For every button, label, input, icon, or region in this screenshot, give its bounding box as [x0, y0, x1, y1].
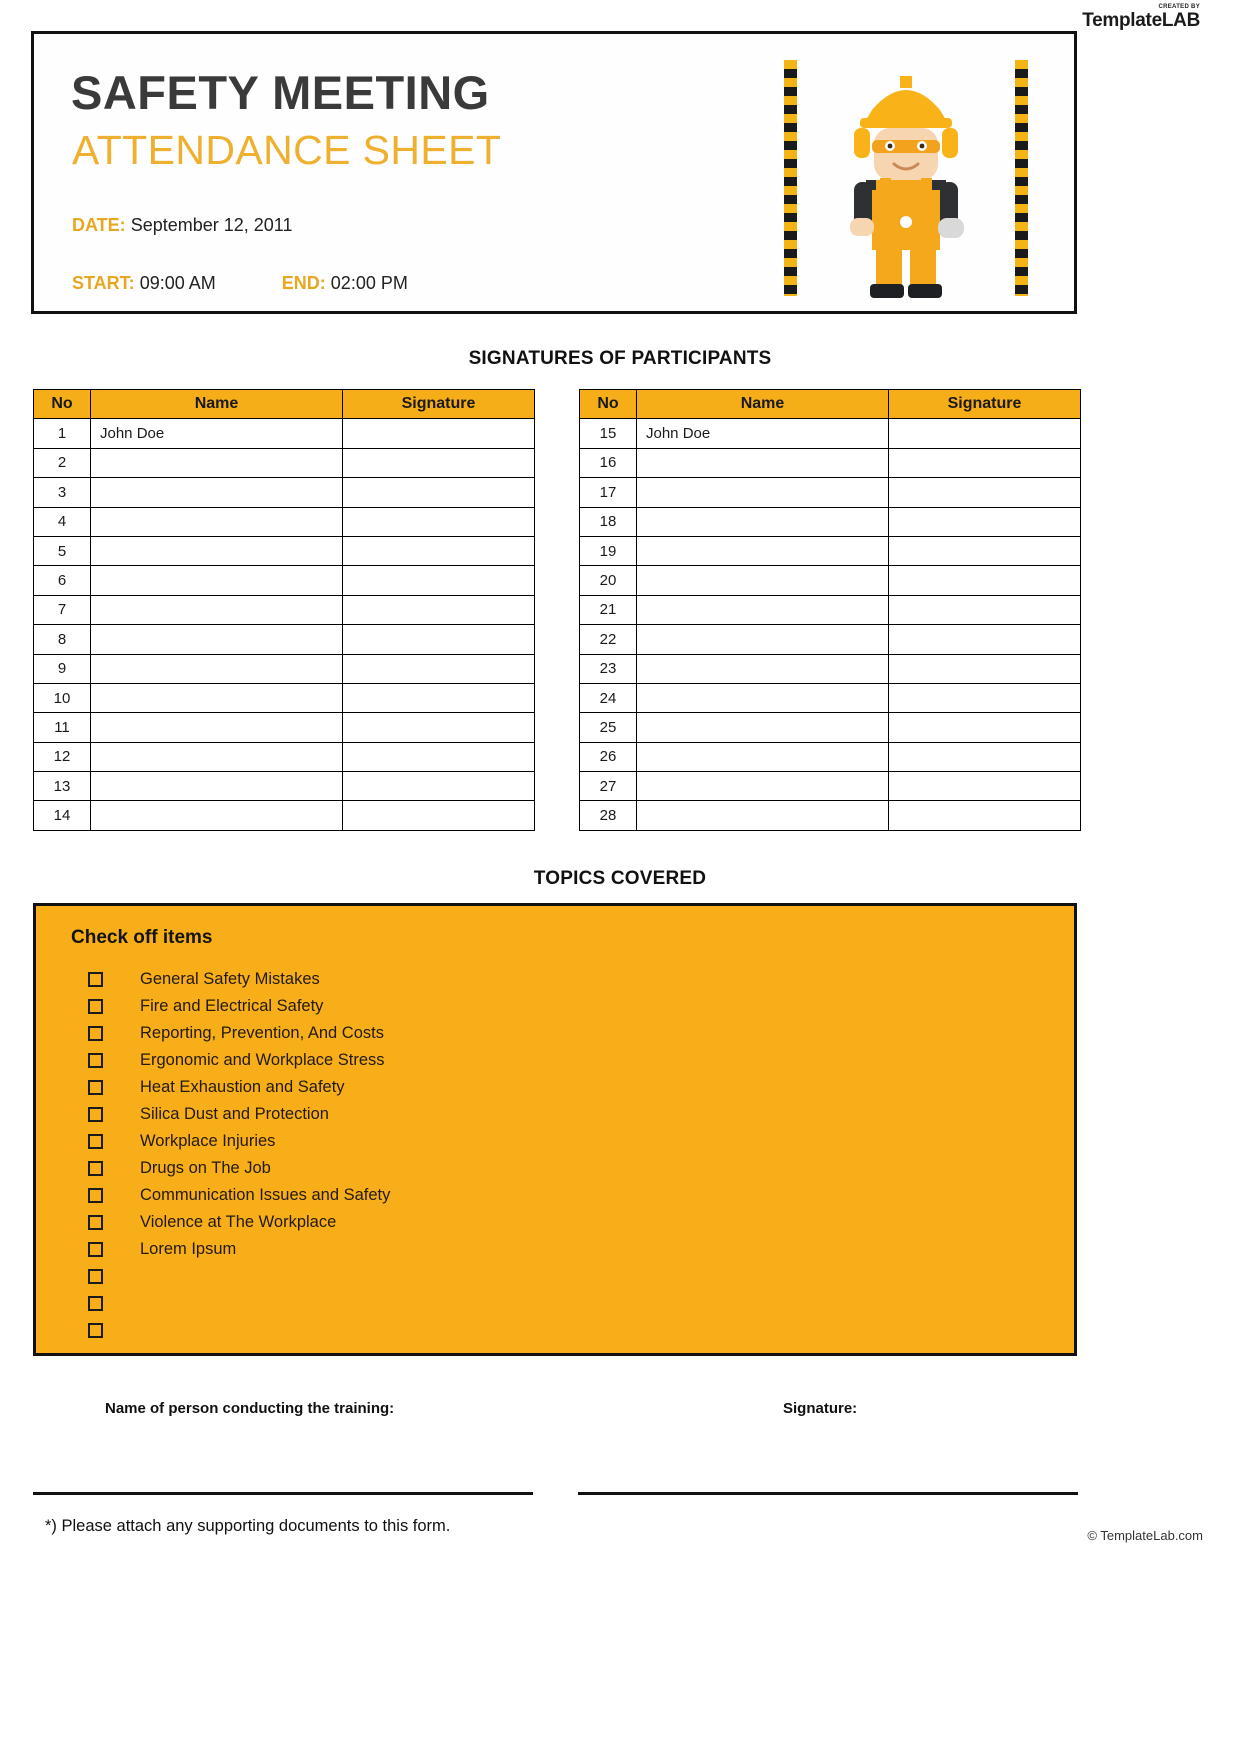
table-row	[580, 683, 1081, 712]
topics-panel	[33, 903, 1077, 1356]
participant-signature-cell[interactable]	[889, 536, 1081, 565]
worker-figure	[780, 52, 1032, 302]
row-number: 13	[34, 772, 91, 801]
participant-signature-cell[interactable]	[343, 595, 535, 624]
table-row	[580, 595, 1081, 624]
checkbox-icon[interactable]	[88, 1215, 103, 1230]
page-title: SAFETY MEETING	[71, 66, 490, 119]
row-number: 25	[580, 713, 637, 742]
table-row	[34, 742, 535, 771]
participant-signature-cell[interactable]	[343, 536, 535, 565]
participant-signature-cell[interactable]	[889, 713, 1081, 742]
participant-signature-cell[interactable]	[343, 478, 535, 507]
row-number: 15	[580, 419, 637, 448]
row-number: 14	[34, 801, 91, 830]
row-number: 16	[580, 448, 637, 477]
participant-signature-cell[interactable]	[343, 625, 535, 654]
participant-signature-cell[interactable]	[343, 801, 535, 830]
checklist-row[interactable]	[58, 966, 390, 993]
checkbox-icon[interactable]	[88, 1107, 103, 1122]
participant-signature-cell[interactable]	[889, 801, 1081, 830]
participant-signature-cell[interactable]	[889, 742, 1081, 771]
footer-copyright: © TemplateLab.com	[1087, 1528, 1203, 1543]
checkbox-icon[interactable]	[88, 1053, 103, 1068]
participant-signature-cell[interactable]	[343, 772, 535, 801]
participant-name-cell[interactable]	[637, 772, 889, 801]
row-number: 26	[580, 742, 637, 771]
table-row	[580, 566, 1081, 595]
checkbox-icon[interactable]	[88, 1080, 103, 1095]
signatures-section-title: SIGNATURES OF PARTICIPANTS	[468, 348, 772, 369]
participant-name-cell[interactable]	[91, 713, 343, 742]
participant-name-cell[interactable]	[637, 566, 889, 595]
participant-name-cell[interactable]	[91, 478, 343, 507]
participant-signature-cell[interactable]	[889, 683, 1081, 712]
row-number: 23	[580, 654, 637, 683]
start-value: 09:00 AM	[139, 273, 216, 293]
meeting-times	[72, 273, 408, 294]
row-number: 27	[580, 772, 637, 801]
participant-name-cell[interactable]	[91, 625, 343, 654]
table-row	[580, 478, 1081, 507]
construction-worker-icon	[780, 52, 1032, 302]
column-header-no: No	[580, 390, 637, 419]
checklist-item-label: Lorem Ipsum	[140, 1240, 237, 1258]
participant-signature-cell[interactable]	[343, 419, 535, 448]
participant-name-cell[interactable]	[637, 536, 889, 565]
participant-name-cell[interactable]	[91, 654, 343, 683]
table-row	[580, 625, 1081, 654]
checkbox-icon[interactable]	[88, 1323, 103, 1338]
checklist-row[interactable]	[58, 1128, 390, 1155]
checklist-row[interactable]	[58, 1020, 390, 1047]
table-row	[34, 683, 535, 712]
checklist-item-label: Heat Exhaustion and Safety	[140, 1078, 345, 1096]
table-row	[580, 507, 1081, 536]
templatelab-logo	[1082, 4, 1200, 30]
participant-signature-cell[interactable]	[889, 448, 1081, 477]
trainer-name-label: Name of person conducting the training:	[105, 1400, 395, 1417]
row-number: 2	[34, 448, 91, 477]
participant-signature-cell[interactable]	[343, 654, 535, 683]
column-header-name: Name	[91, 390, 343, 419]
checklist-row[interactable]	[58, 1236, 390, 1263]
checkbox-icon[interactable]	[88, 1161, 103, 1176]
participant-signature-cell[interactable]	[343, 742, 535, 771]
table-row	[580, 742, 1081, 771]
row-number: 1	[34, 419, 91, 448]
checklist-item-label: Reporting, Prevention, And Costs	[140, 1024, 384, 1042]
meeting-date	[72, 215, 292, 236]
participant-name-cell[interactable]	[637, 478, 889, 507]
participant-name-cell[interactable]	[91, 595, 343, 624]
end-value: 02:00 PM	[330, 273, 408, 293]
checkbox-icon[interactable]	[88, 1188, 103, 1203]
participant-signature-cell[interactable]	[889, 566, 1081, 595]
row-number: 8	[34, 625, 91, 654]
row-number: 5	[34, 536, 91, 565]
checklist-row[interactable]	[58, 1263, 390, 1290]
row-number: 17	[580, 478, 637, 507]
participant-name-cell[interactable]	[91, 801, 343, 830]
date-value: September 12, 2011	[130, 215, 293, 235]
participant-signature-cell[interactable]	[889, 625, 1081, 654]
table-row	[34, 801, 535, 830]
checklist-item-label: Fire and Electrical Safety	[140, 997, 324, 1015]
column-header-no: No	[34, 390, 91, 419]
row-number: 9	[34, 654, 91, 683]
checkbox-icon[interactable]	[88, 1296, 103, 1311]
end-label: END:	[281, 273, 326, 293]
checklist-item-label: General Safety Mistakes	[140, 970, 320, 988]
participants-table-left	[33, 389, 535, 831]
participant-signature-cell[interactable]	[343, 566, 535, 595]
date-label: DATE:	[72, 215, 126, 235]
checklist-row[interactable]	[58, 1155, 390, 1182]
topics-section-title: TOPICS COVERED	[533, 868, 707, 889]
participant-name-cell[interactable]	[91, 448, 343, 477]
table-row	[34, 536, 535, 565]
row-number: 19	[580, 536, 637, 565]
checklist-item-label: Drugs on The Job	[140, 1159, 271, 1177]
page-subtitle: ATTENDANCE SHEET	[72, 127, 502, 173]
table-header-row	[34, 390, 535, 419]
table-row	[580, 419, 1081, 448]
participant-name-cell[interactable]	[637, 683, 889, 712]
table-row	[580, 654, 1081, 683]
table-row	[580, 772, 1081, 801]
table-row	[580, 448, 1081, 477]
row-number: 18	[580, 507, 637, 536]
row-number: 20	[580, 566, 637, 595]
checklist-item-label: Workplace Injuries	[140, 1132, 276, 1150]
table-row	[34, 566, 535, 595]
table-row	[34, 419, 535, 448]
table-row	[34, 478, 535, 507]
column-header-signature: Signature	[889, 390, 1081, 419]
participant-name-cell[interactable]	[91, 772, 343, 801]
checkbox-icon[interactable]	[88, 1134, 103, 1149]
table-row	[34, 625, 535, 654]
table-row	[34, 772, 535, 801]
participant-signature-cell[interactable]	[889, 507, 1081, 536]
hazard-stripe-left	[784, 60, 797, 296]
participant-name-cell[interactable]: John Doe	[637, 419, 889, 448]
checklist-row[interactable]	[58, 1074, 390, 1101]
checkbox-icon[interactable]	[88, 1269, 103, 1284]
checkbox-icon[interactable]	[88, 1026, 103, 1041]
table-row	[34, 654, 535, 683]
trainer-signature-label: Signature:	[783, 1400, 858, 1417]
table-row	[34, 595, 535, 624]
checkbox-icon[interactable]	[88, 999, 103, 1014]
column-header-name: Name	[637, 390, 889, 419]
participant-name-cell[interactable]	[91, 536, 343, 565]
participant-name-cell[interactable]	[637, 654, 889, 683]
header-panel	[31, 31, 1077, 314]
footer-note: *) Please attach any supporting documents to this form.	[45, 1517, 451, 1535]
hazard-stripe-right	[1015, 60, 1028, 296]
trainer-name-line[interactable]	[33, 1492, 533, 1495]
participant-signature-cell[interactable]	[889, 595, 1081, 624]
checklist-row[interactable]	[58, 993, 390, 1020]
row-number: 7	[34, 595, 91, 624]
participant-signature-cell[interactable]	[343, 713, 535, 742]
participant-name-cell[interactable]	[637, 625, 889, 654]
participant-name-cell[interactable]	[91, 507, 343, 536]
participant-name-cell[interactable]	[637, 448, 889, 477]
start-label: START:	[72, 273, 135, 293]
participant-name-cell[interactable]	[637, 742, 889, 771]
participant-signature-cell[interactable]	[343, 507, 535, 536]
check-off-items-heading: Check off items	[71, 927, 213, 948]
brand-tagline: CREATED BY	[1158, 4, 1200, 10]
checklist-row[interactable]	[58, 1101, 390, 1128]
row-number: 11	[34, 713, 91, 742]
table-row	[580, 536, 1081, 565]
row-number: 10	[34, 683, 91, 712]
checklist-item-label: Violence at The Workplace	[140, 1213, 337, 1231]
participant-name-cell[interactable]	[637, 595, 889, 624]
brand-name: TemplateLAB	[1082, 10, 1200, 31]
table-row	[580, 713, 1081, 742]
participant-signature-cell[interactable]	[343, 448, 535, 477]
participant-name-cell[interactable]	[637, 801, 889, 830]
row-number: 24	[580, 683, 637, 712]
participant-name-cell[interactable]	[91, 742, 343, 771]
participant-signature-cell[interactable]	[889, 419, 1081, 448]
table-row	[34, 448, 535, 477]
checkbox-icon[interactable]	[88, 972, 103, 987]
checklist-item-label: Communication Issues and Safety	[140, 1186, 391, 1204]
checklist-row[interactable]	[58, 1290, 390, 1317]
row-number: 22	[580, 625, 637, 654]
participant-signature-cell[interactable]	[889, 772, 1081, 801]
participant-name-cell[interactable]	[637, 713, 889, 742]
checklist-row[interactable]	[58, 1209, 390, 1236]
table-row	[34, 713, 535, 742]
checklist-row[interactable]	[58, 1317, 390, 1344]
row-number: 28	[580, 801, 637, 830]
checklist-row[interactable]	[58, 1047, 390, 1074]
table-header-row	[580, 390, 1081, 419]
participant-name-cell[interactable]: John Doe	[91, 419, 343, 448]
participant-name-cell[interactable]	[91, 683, 343, 712]
topics-checklist	[58, 966, 390, 1344]
row-number: 4	[34, 507, 91, 536]
participant-signature-cell[interactable]	[889, 478, 1081, 507]
row-number: 21	[580, 595, 637, 624]
participant-signature-cell[interactable]	[889, 654, 1081, 683]
participant-name-cell[interactable]	[91, 566, 343, 595]
checklist-item-label: Silica Dust and Protection	[140, 1105, 329, 1123]
row-number: 3	[34, 478, 91, 507]
table-row	[34, 507, 535, 536]
participant-name-cell[interactable]	[637, 507, 889, 536]
row-number: 6	[34, 566, 91, 595]
checklist-item-label: Ergonomic and Workplace Stress	[140, 1051, 385, 1069]
column-header-signature: Signature	[343, 390, 535, 419]
checkbox-icon[interactable]	[88, 1242, 103, 1257]
row-number: 12	[34, 742, 91, 771]
participant-signature-cell[interactable]	[343, 683, 535, 712]
checklist-row[interactable]	[58, 1182, 390, 1209]
table-row	[580, 801, 1081, 830]
participants-table-right	[579, 389, 1081, 831]
trainer-signature-line[interactable]	[578, 1492, 1078, 1495]
